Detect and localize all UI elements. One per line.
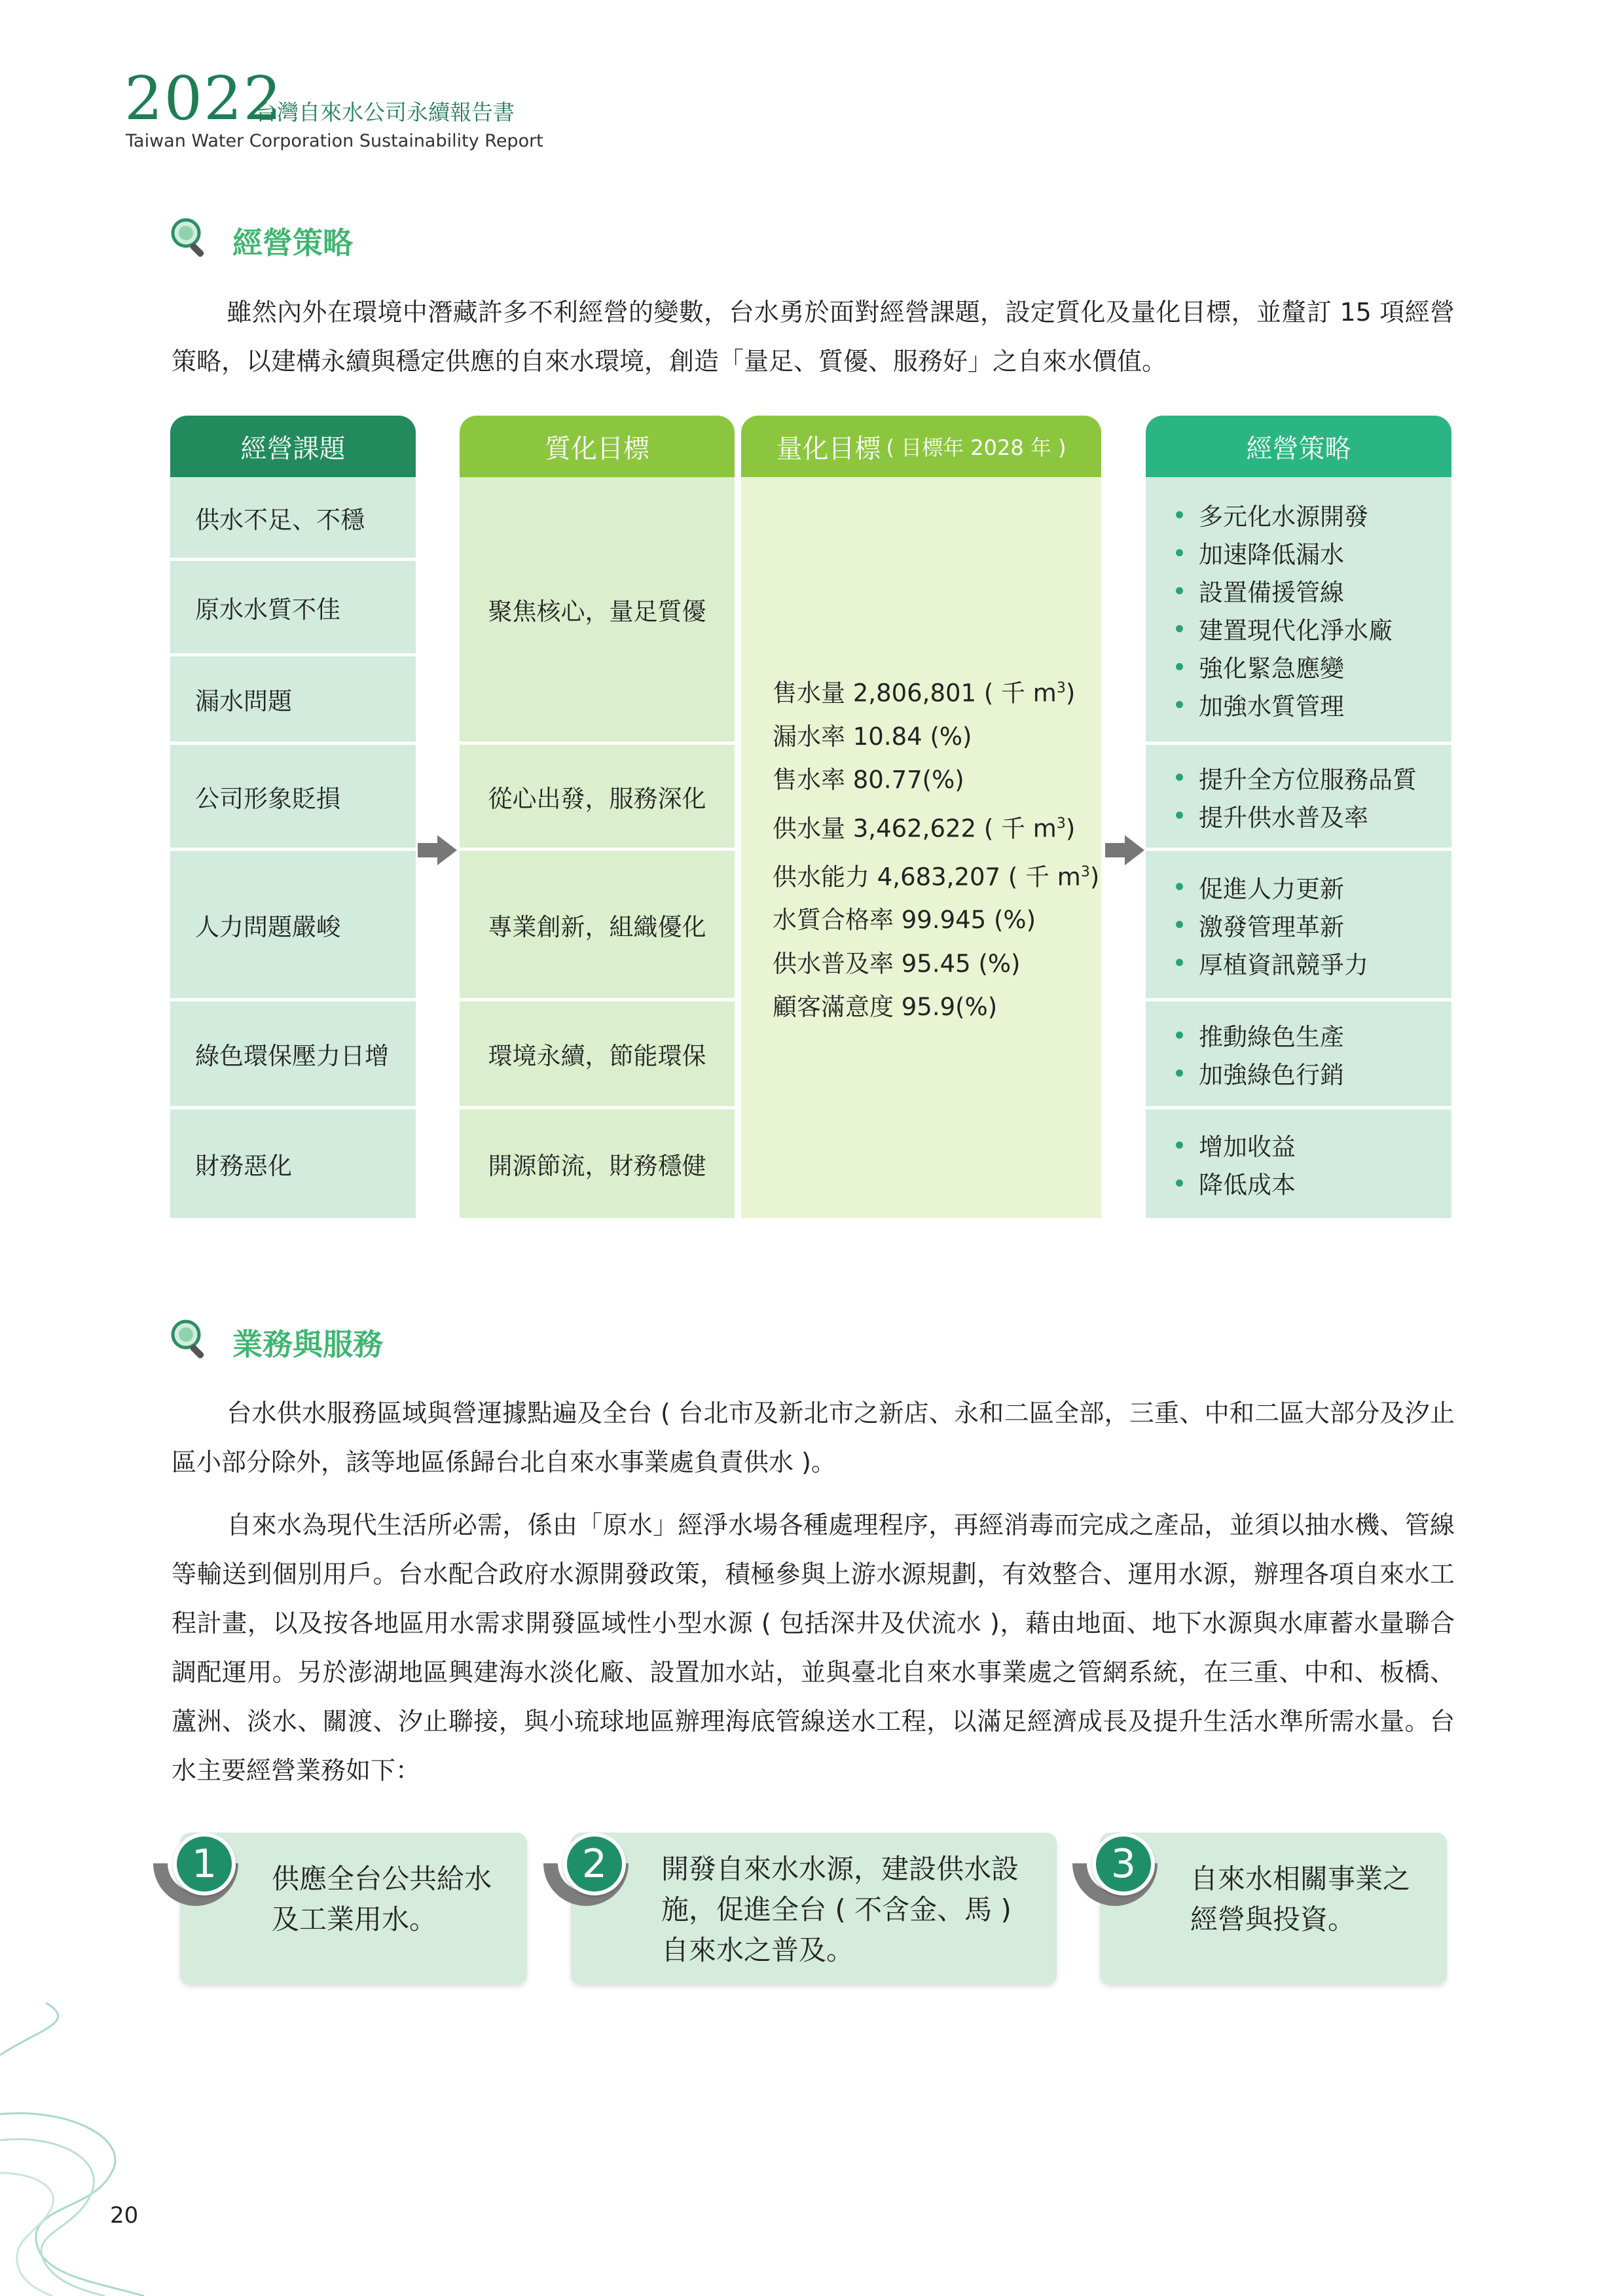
magnifier-icon xyxy=(169,216,211,258)
service-number-3: 3 xyxy=(1092,1833,1155,1895)
issue-label: 原水水質不佳 xyxy=(195,595,340,624)
services-paragraph-2-text: 自來水為現代生活所必需，係由「原水」經淨水場各種處理程序，再經消毒而完成之產品，並須以抽水機、管線等輸送到個別用戶。台水配合政府水源開發政策，積極參與上游水源規劃，有效整合、運用水源，辦理各項自來水工程計畫，以及按各地區用水需求開發區域性小型水源 ( 包括深井及伏流水 )，藉由地面、地下水源與水庫蓄水量聯合調配運用。另於澎湖地區興建海水淡化廠、設置加水站，並與臺北自來水事業處之管網系統，在三重、中和、板橋、蘆洲、淡水、關渡、汐止聯接，與小琉球地區辦理海底管線送水工程，以滿足經濟成長及提升生活水準所需水量。台水主要經營業務如下： xyxy=(172,1511,1455,1785)
strategy-item: 加強綠色行銷 xyxy=(1176,1054,1344,1092)
issue-label: 財務惡化 xyxy=(195,1152,292,1180)
strategy-item: 厚植資訊競爭力 xyxy=(1176,944,1368,982)
header-quantitative-label: 量化目標 xyxy=(776,433,881,464)
issue-label: 人力問題嚴峻 xyxy=(195,912,340,941)
report-year: 2022 xyxy=(124,63,283,134)
header-strategies-label: 經營策略 xyxy=(1246,433,1351,464)
quantitative-cell xyxy=(741,477,1101,1218)
issue-cell xyxy=(170,1001,416,1106)
strategy-paragraph-text: 雖然內外在環境中潛藏許多不利經營的變數，台水勇於面對經營課題，設定質化及量化目標，並釐訂 15 項經營策略，以建構永續與穩定供應的自來水環境，創造「量足、質優、服務好」之自來水價值。 xyxy=(172,298,1455,376)
issue-label: 漏水問題 xyxy=(195,687,292,715)
strategy-cell xyxy=(1146,477,1451,742)
header-strategies xyxy=(1146,416,1451,477)
service-number-1: 1 xyxy=(173,1833,236,1895)
quantitative-item: 供水普及率 95.45 (%) xyxy=(773,949,1021,978)
service-text-2: 開發自來水水源，建設供水設 施，促進全台 ( 不含金、馬 ) 自來水之普及。 xyxy=(661,1853,1019,1966)
issue-cell xyxy=(170,745,416,848)
report-title-zh: 台灣自來水公司永續報告書 xyxy=(255,99,515,125)
header-qualitative-label: 質化目標 xyxy=(545,433,649,464)
quantitative-item: 漏水率 10.84 (%) xyxy=(773,722,972,751)
header-issues xyxy=(170,416,416,477)
strategy-paragraph xyxy=(172,288,1455,386)
strategy-item: 促進人力更新 xyxy=(1176,868,1344,906)
strategy-item: 降低成本 xyxy=(1176,1164,1296,1202)
strategy-item: 提升供水普及率 xyxy=(1176,797,1368,834)
services-paragraph-1-text: 台水供水服務區域與營運據點遍及全台 ( 台北市及新北市之新店、永和二區全部，三重、中和二區大部分及汐止區小部分除外，該等地區係歸台北自來水事業處負責供水 )。 xyxy=(172,1399,1455,1477)
service-text-3: 自來水相關事業之 經營與投資。 xyxy=(1190,1863,1411,1935)
strategy-item: 多元化水源開發 xyxy=(1176,495,1368,533)
qualitative-label: 聚焦核心，量足質優 xyxy=(488,598,706,626)
strategy-item: 建置現代化淨水廠 xyxy=(1176,609,1393,647)
qualitative-label: 從心出發，服務深化 xyxy=(488,784,706,813)
qualitative-label: 專業創新，組織優化 xyxy=(488,912,706,941)
issue-label: 供水不足、不穩 xyxy=(195,505,365,534)
issue-cell xyxy=(170,851,416,998)
strategy-item: 激發管理革新 xyxy=(1176,906,1344,944)
quantitative-item: 水質合格率 99.945 (%) xyxy=(773,906,1036,935)
service-text-1: 供應全台公共給水 及工業用水。 xyxy=(272,1863,492,1935)
header-quantitative-note: ( 目標年 2028 年 ) xyxy=(886,435,1067,460)
services-paragraph-2 xyxy=(172,1501,1455,1795)
strategy-cell xyxy=(1146,1001,1451,1106)
header-issues-label: 經營課題 xyxy=(240,433,346,464)
issue-cell xyxy=(170,561,416,653)
strategy-item: 提升全方位服務品質 xyxy=(1176,759,1417,797)
strategy-item: 加強水質管理 xyxy=(1176,685,1344,723)
qualitative-label: 環境永續，節能環保 xyxy=(488,1042,706,1070)
issue-cell xyxy=(170,656,416,742)
strategy-cell xyxy=(1146,745,1451,848)
issue-label: 綠色環保壓力日增 xyxy=(195,1042,389,1070)
qualitative-label: 開源節流，財務穩健 xyxy=(488,1152,706,1180)
header-quantitative xyxy=(741,416,1101,477)
page-number: 20 xyxy=(110,2202,139,2229)
strategy-item: 加速降低漏水 xyxy=(1176,533,1344,571)
services-paragraph-1 xyxy=(172,1389,1455,1487)
magnifier-icon xyxy=(169,1318,211,1359)
strategy-cell xyxy=(1146,1109,1451,1218)
issue-label: 公司形象貶損 xyxy=(195,784,340,813)
wave-decoration xyxy=(0,1977,236,2296)
qualitative-cell xyxy=(460,1001,735,1106)
quantitative-item: 售水率 80.77(%) xyxy=(773,766,964,795)
strategy-item: 推動綠色生產 xyxy=(1176,1016,1344,1054)
issue-cell xyxy=(170,477,416,558)
strategy-item: 增加收益 xyxy=(1176,1126,1296,1164)
quantitative-item: 供水量 3,462,622 ( 千 $m^3$) xyxy=(773,814,1076,843)
quantitative-list xyxy=(773,667,1099,1030)
header-qualitative xyxy=(460,416,735,477)
service-number-2: 2 xyxy=(563,1833,626,1895)
strategy-item: 設置備援管線 xyxy=(1176,571,1344,609)
qualitative-cell xyxy=(460,745,735,848)
qualitative-cell xyxy=(460,1109,735,1218)
section-title-services: 業務與服務 xyxy=(232,1327,383,1362)
report-title-en: Taiwan Water Corporation Sustainability Report xyxy=(126,131,543,151)
quantitative-item: 售水量 2,806,801 ( 千 $m^3$) xyxy=(773,679,1076,708)
strategy-cell xyxy=(1146,851,1451,998)
quantitative-item: 顧客滿意度 95.9(%) xyxy=(773,993,998,1022)
qualitative-cell xyxy=(460,851,735,998)
section-title-strategy: 經營策略 xyxy=(232,225,353,260)
issue-cell xyxy=(170,1109,416,1218)
arrow-right-icon xyxy=(418,834,457,867)
strategy-item: 強化緊急應變 xyxy=(1176,647,1344,685)
arrow-right-icon xyxy=(1105,834,1144,867)
qualitative-cell xyxy=(460,477,735,742)
quantitative-item: 供水能力 4,683,207 ( 千 $m^3$) xyxy=(773,862,1100,891)
